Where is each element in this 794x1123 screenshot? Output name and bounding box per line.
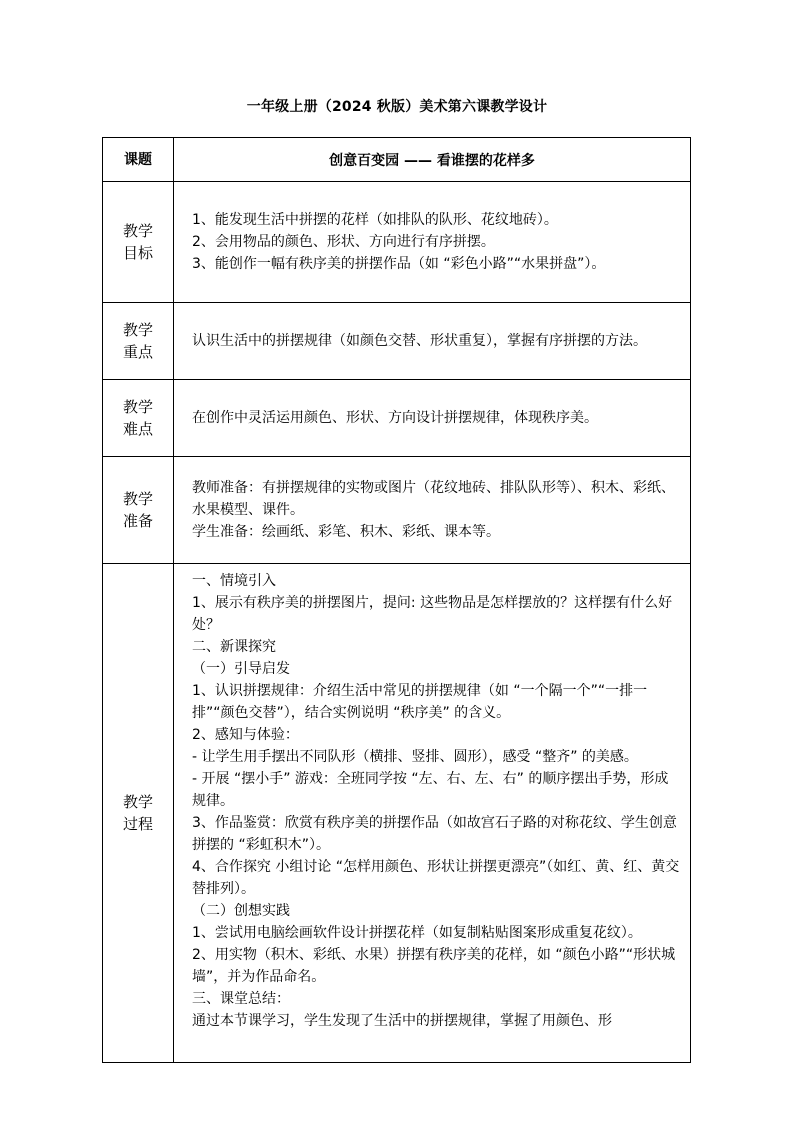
process-label-line: 过程 <box>122 815 153 833</box>
goals-label <box>103 182 174 303</box>
process-line: （一）引导启发 <box>192 661 290 677</box>
difficulties-label-line: 教学 <box>122 398 153 416</box>
lesson-plan-table <box>102 137 691 1063</box>
key-points-label <box>103 303 174 380</box>
process-line: 1、尝试用电脑绘画软件设计拼摆花样（如复制粘贴图案形成重复花纹）。 <box>192 925 642 941</box>
process-line: 一、情境引入 <box>192 573 276 589</box>
process-line: 三、课堂总结： <box>192 991 290 1007</box>
preparation-label <box>103 457 174 564</box>
process-line: - 开展 “摆小手” 游戏：全班同学按 “左、右、左、右” 的顺序摆出手势，形成规律。 <box>192 771 669 809</box>
table-row-topic <box>103 138 691 182</box>
process-line: 二、新课探究 <box>192 639 276 655</box>
process-line: 通过本节课学习，学生发现了生活中的拼摆规律，掌握了用颜色、形 <box>192 1013 612 1029</box>
table-row-key-points <box>103 303 691 380</box>
topic-label: 课题 <box>103 138 174 182</box>
process-line: 1、展示有秩序美的拼摆图片，提问: 这些物品是怎样摆放的？这样摆有什么好处？ <box>192 595 673 633</box>
process-line: （二）创想实践 <box>192 903 290 919</box>
preparation-label-line: 教学 <box>122 490 153 508</box>
difficulty-text: 在创作中灵活运用颜色、形状、方向设计拼摆规律，体现秩序美。 <box>192 410 598 426</box>
process-line: 3、作品鉴赏：欣赏有秩序美的拼摆作品（如故宫石子路的对称花纹、学生创意拼摆的 “彩虹积木”）。 <box>192 815 677 853</box>
process-line: 2、用实物（积木、彩纸、水果）拼摆有秩序美的花样，如 “颜色小路”“形状城墙”，并为作品命名。 <box>192 947 676 985</box>
goal-item: 3、能创作一幅有秩序美的拼摆作品（如 “彩色小路”“水果拼盘”）。 <box>192 256 606 272</box>
key-points-label-line: 重点 <box>122 343 153 361</box>
document-title: 一年级上册（2024 秋版）美术第六课教学设计 <box>246 99 548 115</box>
difficulties-label-line: 难点 <box>122 420 153 438</box>
preparation-item: 教师准备：有拼摆规律的实物或图片（花纹地砖、排队队形等）、积木、彩纸、水果模型、课件。 <box>192 480 675 518</box>
key-point-text: 认识生活中的拼摆规律（如颜色交替、形状重复），掌握有序拼摆的方法。 <box>192 333 647 349</box>
goals-label-line: 教学 <box>122 222 153 240</box>
process-line: - 让学生用手摆出不同队形（横排、竖排、圆形），感受 “整齐” 的美感。 <box>192 749 638 765</box>
key-points-label-line: 教学 <box>122 321 153 339</box>
goal-item: 1、能发现生活中拼摆的花样（如排队的队形、花纹地砖）。 <box>192 212 558 228</box>
process-content <box>174 564 691 1063</box>
table-row-process <box>103 564 691 1063</box>
difficulties-label <box>103 380 174 457</box>
goals-label-line: 目标 <box>122 244 153 262</box>
preparation-item: 学生准备：绘画纸、彩笔、积木、彩纸、课本等。 <box>192 524 500 540</box>
difficulties-content <box>174 380 691 457</box>
goals-content <box>174 182 691 303</box>
process-line: 2、感知与体验： <box>192 727 299 743</box>
process-line: 1、认识拼摆规律：介绍生活中常见的拼摆规律（如 “一个隔一个”“一排一排”“颜色交替”），结合实例说明 “秩序美” 的含义。 <box>192 683 648 721</box>
table-row-difficulties <box>103 380 691 457</box>
preparation-label-line: 准备 <box>122 512 153 530</box>
preparation-content <box>174 457 691 564</box>
process-label-line: 教学 <box>122 793 153 811</box>
key-points-content <box>174 303 691 380</box>
table-row-preparation <box>103 457 691 564</box>
process-line: 4、合作探究 小组讨论 “怎样用颜色、形状让拼摆更漂亮”（如红、黄、红、黄交替排列）。 <box>192 859 680 897</box>
topic-value: 创意百变园 —— 看谁摆的花样多 <box>174 138 691 182</box>
process-label <box>103 564 174 1063</box>
goal-item: 2、会用物品的颜色、形状、方向进行有序拼摆。 <box>192 234 495 250</box>
table-row-goals <box>103 182 691 303</box>
